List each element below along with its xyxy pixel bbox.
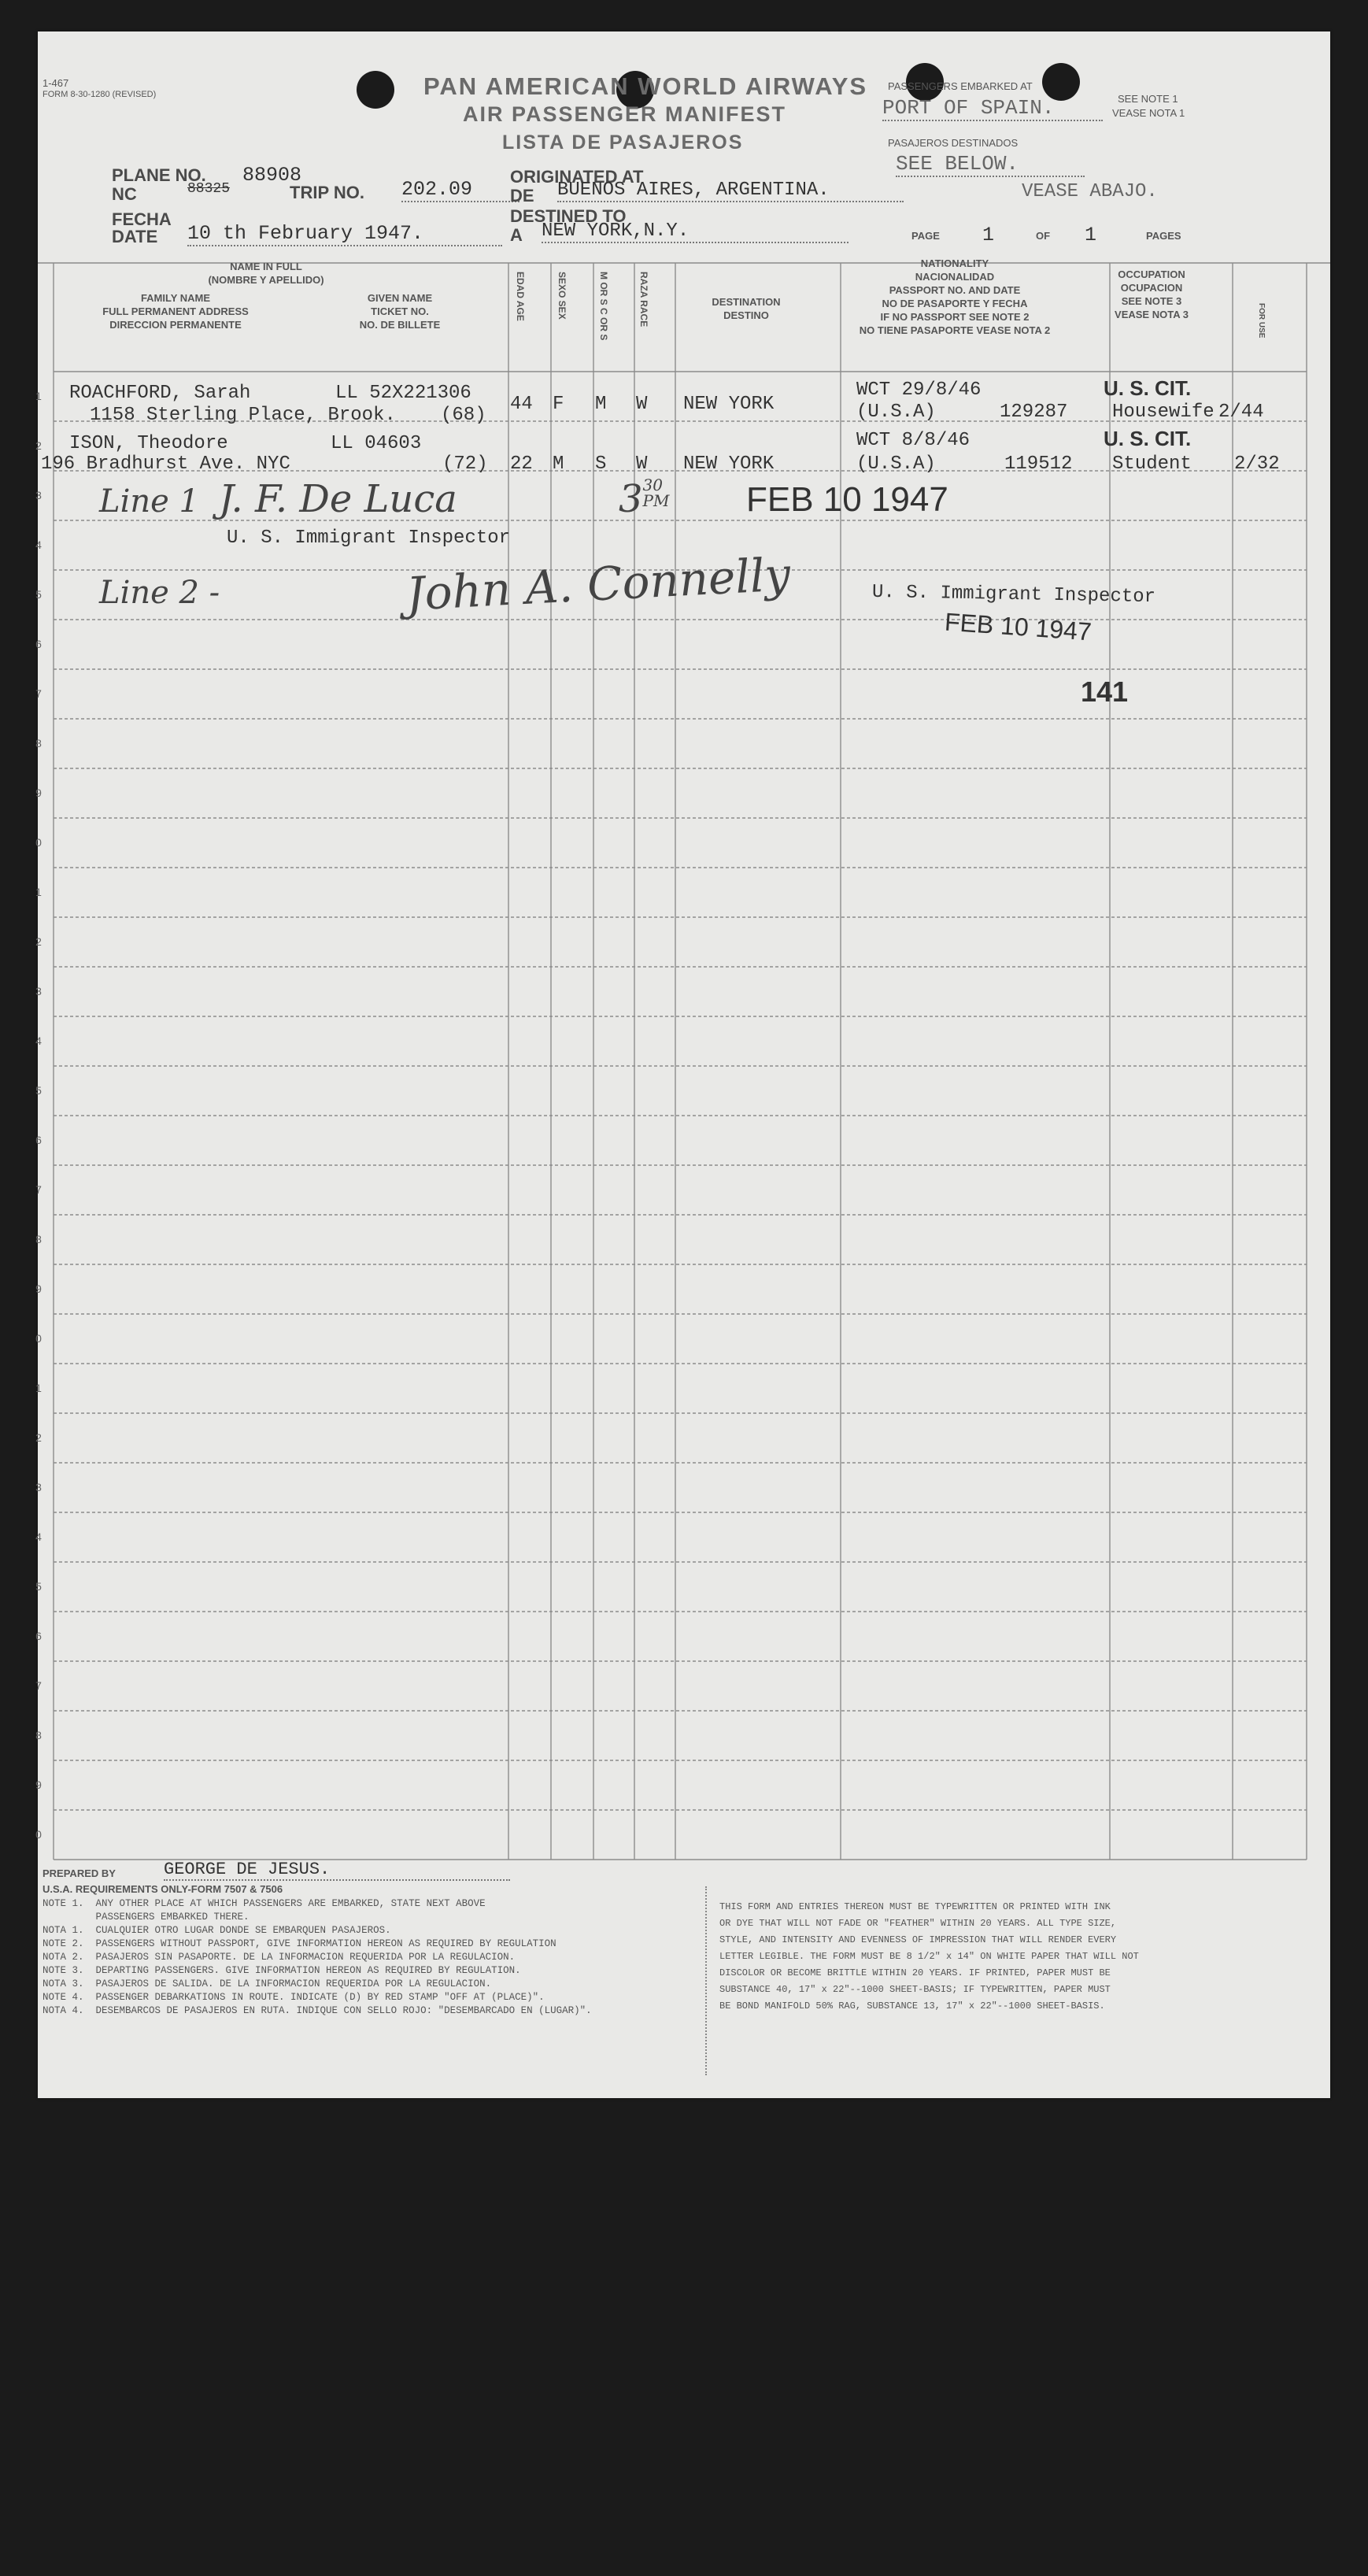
manifest-title: AIR PASSENGER MANIFEST	[463, 102, 787, 126]
row-number: 8	[35, 1728, 42, 1741]
form-revision: FORM 8-30-1280 (REVISED)	[43, 90, 157, 99]
destined-label-es: A	[510, 225, 523, 245]
destined-label: DESTINED TO	[510, 206, 627, 226]
footer-divider	[705, 1886, 708, 2075]
passport-country: (U.S.A)	[856, 402, 936, 423]
trip-label: TRIP NO.	[290, 183, 364, 202]
embarked-label: PASSENGERS EMBARKED AT	[888, 80, 1033, 92]
footer-note: NOTA 2. PASAJEROS SIN PASAPORTE. DE LA INFORMACION REQUERIDA POR LA REGULACION.	[43, 1952, 516, 1963]
passport-number: 119512	[1004, 453, 1073, 475]
row-number: 1	[35, 885, 42, 898]
footer-note: PASSENGERS EMBARKED THERE.	[43, 1912, 250, 1923]
printing-requirement-line: OR DYE THAT WILL NOT FADE OR "FEATHER" WITHIN 20 YEARS. ALL TYPE SIZE,	[719, 1918, 1117, 1929]
airline-name: PAN AMERICAN WORLD AIRWAYS	[423, 72, 868, 100]
plane-number: 88908	[242, 164, 302, 187]
time-stamp	[619, 477, 669, 521]
passport-date: WCT 29/8/46	[856, 379, 982, 401]
passenger-sex: F	[553, 394, 564, 415]
passenger-name: ISON, Theodore	[69, 433, 228, 454]
row-number: 6	[35, 637, 42, 650]
printing-requirement-line: STYLE, AND INTENSITY AND EVENNESS OF IMPRESSION THAT WILL RENDER EVERY	[719, 1934, 1117, 1945]
vease-abajo: VEASE ABAJO.	[1022, 181, 1158, 202]
inspector-signature-2: John A. Connelly	[405, 547, 792, 621]
header-given: GIVEN NAME TICKET NO. NO. DE BILLETE	[359, 292, 441, 331]
row-number: 3	[35, 488, 42, 502]
plane-label-es: NC	[112, 184, 137, 204]
pages-label: PAGES	[1146, 230, 1181, 242]
passenger-name: ROACHFORD, Sarah	[69, 383, 251, 404]
printing-requirement-line: BE BOND MANIFOLD 50% RAG, SUBSTANCE 13, 17" x 22"--1000 SHEET-BASIS.	[719, 2000, 1105, 2012]
footer-note: NOTA 4. DESEMBARCOS DE PASAJEROS EN RUTA. INDIQUE CON SELLO ROJO: "DESEMBARCADO EN (LUGAR)".	[43, 2005, 592, 2016]
ticket-number: LL 04603	[331, 433, 422, 454]
prepared-by-value: GEORGE DE JESUS.	[164, 1860, 510, 1881]
plane-label: PLANE NO.	[112, 165, 206, 185]
header-age: EDAD AGE	[515, 272, 526, 321]
embarked-at: PORT OF SPAIN.	[882, 96, 1103, 121]
row-number: 0	[35, 1331, 42, 1345]
row-number: 1	[35, 1381, 42, 1394]
ticket-number: LL 52X221306	[335, 383, 471, 404]
row-number: 9	[35, 786, 42, 799]
page-total: 1	[1085, 224, 1097, 246]
originated-label: ORIGINATED AT	[510, 167, 644, 187]
inspector-title-1: U. S. Immigrant Inspector	[227, 527, 511, 549]
printing-requirement-line: LETTER LEGIBLE. THE FORM MUST BE 8 1/2" x 14" ON WHITE PAPER THAT WILL NOT	[719, 1951, 1139, 1962]
header-marital: M OR S C OR S	[598, 272, 609, 341]
header-occupation: OCCUPATION OCUPACION SEE NOTE 3 VEASE NOTA 3	[1115, 268, 1189, 320]
prepared-by-label: PREPARED BY	[43, 1867, 116, 1879]
row-number: 4	[35, 1034, 42, 1047]
passenger-marital: M	[595, 394, 607, 415]
inspector-title-2: U. S. Immigrant Inspector	[871, 581, 1156, 609]
passenger-race: W	[636, 394, 648, 415]
row-number: 0	[35, 835, 42, 849]
passenger-sex: M	[553, 453, 564, 475]
time-pm: PM	[642, 491, 670, 510]
footer-note: NOTE 2. PASSENGERS WITHOUT PASSPORT, GIVE INFORMATION HEREON AS REQUIRED BY REGULATION	[43, 1938, 556, 1949]
passenger-marital: S	[595, 453, 607, 475]
row-number: 2	[35, 439, 42, 452]
time-hour: 3	[619, 477, 643, 521]
footer-note: NOTA 1. CUALQUIER OTRO LUGAR DONDE SE EMBARQUEN PASAJEROS.	[43, 1925, 391, 1936]
time-minutes: 30	[642, 476, 663, 494]
row-number: 7	[35, 687, 42, 700]
passenger-destination: NEW YORK	[683, 453, 775, 475]
header-destination: DESTINATION DESTINO	[712, 296, 781, 321]
row-number: 8	[35, 736, 42, 749]
date-stamp-1: FEB 10 1947	[746, 480, 948, 519]
handwritten-line-2: Line 2 -	[99, 575, 220, 611]
destined-es: SEE BELOW.	[896, 152, 1085, 177]
row-number: 5	[35, 1579, 42, 1593]
row-number: 4	[35, 1530, 42, 1543]
passport-date: WCT 8/8/46	[856, 430, 971, 451]
manifest-grid	[38, 31, 1330, 2098]
vease-nota-1: VEASE NOTA 1	[1112, 107, 1185, 119]
passenger-extra: 2/32	[1234, 453, 1280, 475]
manifest-title-es: LISTA DE PASAJEROS	[502, 131, 744, 154]
row-number: 7	[35, 1678, 42, 1692]
row-number: 1	[35, 389, 42, 402]
row-number: 6	[35, 1629, 42, 1642]
footer-note: NOTE 4. PASSENGER DEBARKATIONS IN ROUTE. INDICATE (D) BY RED STAMP "OFF AT (PLACE)".	[43, 1992, 545, 2003]
row-number: 2	[35, 935, 42, 948]
row-number: 2	[35, 1430, 42, 1444]
row-number: 4	[35, 538, 42, 551]
header-race: RAZA RACE	[638, 272, 649, 328]
row-number: 7	[35, 1183, 42, 1196]
header-name: NAME IN FULL (NOMBRE Y APELLIDO)	[208, 261, 324, 286]
date-stamp-2: FEB 10 1947	[944, 607, 1093, 646]
header-nationality: NATIONALITY NACIONALIDAD PASSPORT NO. AND DATE NO DE PASAPORTE Y FECHA IF NO PASSPORT SEE NOTE 2 NO TIENE PASAPORTE VEASE NOTA 2	[859, 257, 1051, 336]
row-number: 9	[35, 1282, 42, 1295]
date-label: DATE	[112, 227, 158, 246]
passenger-age: 22	[510, 453, 533, 475]
usa-requirements: U.S.A. REQUIREMENTS ONLY-FORM 7507 & 7506	[43, 1883, 283, 1895]
passenger-address: 1158 Sterling Place, Brook.	[90, 405, 396, 426]
row-number: 5	[35, 1083, 42, 1097]
printing-requirement-line: DISCOLOR OR BECOME BRITTLE WITHIN 20 YEARS. IF PRINTED, PAPER MUST BE	[719, 1967, 1111, 1978]
date-value: 10 th February 1947.	[187, 222, 502, 246]
destined-value: NEW YORK,N.Y.	[542, 220, 849, 243]
see-note-1: SEE NOTE 1	[1118, 93, 1178, 105]
printing-requirements	[719, 1899, 1139, 2015]
footer-note: NOTE 3. DEPARTING PASSENGERS. GIVE INFORMATION HEREON AS REQUIRED BY REGULATION.	[43, 1965, 521, 1976]
passenger-address: 196 Bradhurst Ave. NYC	[41, 453, 290, 475]
row-number: 3	[35, 1480, 42, 1493]
header-sex: SEXO SEX	[556, 272, 568, 320]
plane-number-struck: 88325	[187, 181, 231, 197]
passport-number: 129287	[1000, 402, 1068, 423]
address-code: (68)	[441, 405, 486, 426]
passenger-age: 44	[510, 394, 533, 415]
passenger-race: W	[636, 453, 648, 475]
citizenship-stamp: U. S. CIT.	[1104, 427, 1192, 450]
page-label: PAGE	[911, 230, 940, 242]
page-number: 1	[982, 224, 995, 246]
originated-value: BUENOS AIRES, ARGENTINA.	[557, 180, 904, 202]
trip-number: 202.09	[401, 178, 519, 202]
fecha-label: FECHA	[112, 209, 172, 229]
destinados-label: PASAJEROS DESTINADOS	[888, 137, 1019, 149]
header-extra: FOR USE	[1257, 303, 1266, 339]
row-number: 3	[35, 984, 42, 997]
form-number: 1-467	[43, 77, 69, 89]
row-number: 9	[35, 1778, 42, 1791]
manifest-page	[35, 31, 1330, 2098]
header-family: FAMILY NAME FULL PERMANENT ADDRESS DIRECCION PERMANENTE	[102, 292, 249, 331]
inspector-signature-1: J. F. De Luca	[219, 477, 457, 521]
row-number: 6	[35, 1133, 42, 1146]
passenger-extra: 2/44	[1218, 402, 1264, 423]
footer-notes	[43, 1897, 592, 2018]
citizenship-stamp: U. S. CIT.	[1104, 376, 1192, 400]
printing-requirement-line: SUBSTANCE 40, 17" x 22"--1000 SHEET-BASIS; IF TYPEWRITTEN, PAPER MUST	[719, 1984, 1111, 1995]
row-number: 8	[35, 1232, 42, 1245]
passenger-occupation: Housewife	[1112, 402, 1215, 423]
row-number: 5	[35, 587, 42, 601]
address-code: (72)	[442, 453, 488, 475]
of-label: OF	[1036, 230, 1051, 242]
passenger-destination: NEW YORK	[683, 394, 775, 415]
row-number: 0	[35, 1827, 42, 1841]
handwritten-line-1: Line 1	[99, 483, 199, 520]
originated-label-es: DE	[510, 186, 534, 205]
passport-country: (U.S.A)	[856, 453, 936, 475]
printing-requirement-line: THIS FORM AND ENTRIES THEREON MUST BE TYPEWRITTEN OR PRINTED WITH INK	[719, 1901, 1111, 1912]
footer-note: NOTE 1. ANY OTHER PLACE AT WHICH PASSENGERS ARE EMBARKED, STATE NEXT ABOVE	[43, 1898, 486, 1909]
stamp-number: 141	[1081, 675, 1129, 708]
passenger-occupation: Student	[1112, 453, 1192, 475]
footer-note: NOTA 3. PASAJEROS DE SALIDA. DE LA INFORMACION REQUERIDA POR LA REGULACION.	[43, 1978, 492, 1989]
